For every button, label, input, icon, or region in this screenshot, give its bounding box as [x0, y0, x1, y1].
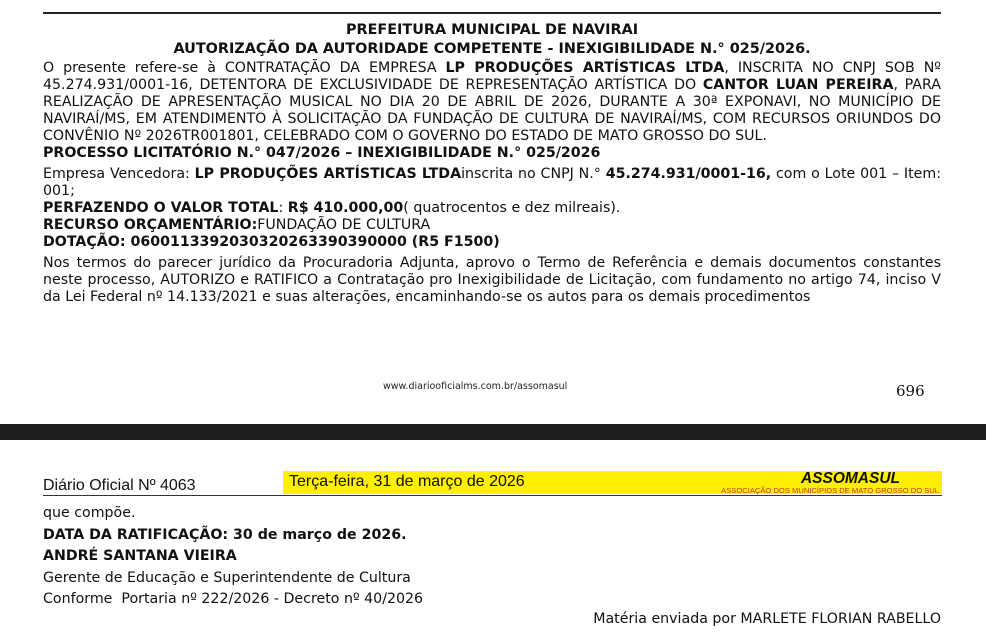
budget-resource-line: RECURSO ORÇAMENTÁRIO:FUNDAÇÃO DE CULTURA	[43, 217, 431, 233]
signer-name: ANDRÉ SANTANA VIEIRA	[43, 548, 237, 564]
act-title: AUTORIZAÇÃO DA AUTORIDADE COMPETENTE - INEXIGIBILIDADE N.° 025/2026.	[173, 41, 811, 57]
closing-paragraph: Nos termos do parecer jurídico da Procuradoria Adjunta, aprovo o Termo de Referência e demais documentos constantes neste processo, AUTORIZO e RATIFICO a Contratação pro Inexigibilidade de Licitação, com fundamento no artigo 74, inciso V da Lei Federal nº 14.133/2021 e suas alterações, encaminhando-se os autos para os demais procedimentos	[43, 255, 941, 305]
continuation-text: que compõe.	[43, 505, 136, 521]
top-rule	[43, 12, 941, 14]
signer-reference: Conforme Portaria nº 222/2026 - Decreto nº 40/2026	[43, 591, 424, 607]
total-value: R$ 410.000,00	[287, 200, 404, 216]
artist-name: CANTOR LUAN PEREIRA	[702, 77, 894, 93]
page-break	[0, 424, 986, 440]
issue-date: Terça-feira, 31 de março de 2026	[289, 473, 525, 490]
company-name: LP PRODUÇÕES ARTÍSTICAS LTDA	[445, 60, 725, 76]
edition-number: Diário Oficial Nº 4063	[43, 477, 196, 494]
process-heading: PROCESSO LICITATÓRIO N.° 047/2026 – INEXIGIBILIDADE N.° 025/2026	[43, 145, 601, 161]
winner-cnpj: 45.274.931/0001-16,	[605, 166, 772, 182]
signer-role: Gerente de Educação e Superintendente de Cultura	[43, 569, 411, 586]
sender-credit: Matéria enviada por MARLETE FLORIAN RABELLO	[593, 611, 941, 627]
assomasul-logo: ASSOMASUL	[800, 470, 900, 487]
act-body	[43, 21, 941, 306]
header-band	[283, 471, 942, 494]
gazette-header	[43, 471, 942, 495]
allocation-line: DOTAÇÃO: 0600113392030320263390390000 (R5 F1500)	[43, 234, 500, 250]
page-number: 696	[896, 382, 925, 400]
total-value-line: PERFAZENDO O VALOR TOTAL: R$ 410.000,00( quatrocentos e dez milreais).	[43, 200, 621, 216]
gazette-page-lower	[0, 440, 986, 641]
winner-company: LP PRODUÇÕES ARTÍSTICAS LTDA	[194, 166, 462, 182]
assomasul-subtitle: ASSOCIAÇÃO DOS MUNICÍPIOS DE MATO GROSSO DO SUL	[721, 486, 939, 495]
intro-paragraph: O presente refere-se à CONTRATAÇÃO DA EMPRESA LP PRODUÇÕES ARTÍSTICAS LTDA, INSCRITA NO CNPJ SOB Nº 45.274.931/0001-16, DETENTORA DE EXCLUSIVIDADE DE REPRESENTAÇÃO ARTÍSTICA DO CANTOR LUAN PEREIRA, PARA REALIZAÇÃO DE APRESENTAÇÃO MUSICAL NO DIA 20 DE ABRIL DE 2026, DURANTE A 30ª EXPONAVI, NO MUNICÍPIO DE NAVIRAÍ/MS, EM ATENDIMENTO À SOLICITAÇÃO DA FUNDAÇÃO DE CULTURA DE NAVIRAÍ/MS, COM RECURSOS ORIUNDOS DO CONVÊNIO Nº 2026TR001801, CELEBRADO COM O GOVERNO DO ESTADO DE MATO GROSSO DO SUL.	[43, 60, 941, 144]
org-title: PREFEITURA MUNICIPAL DE NAVIRAI	[345, 22, 639, 38]
winner-paragraph: Empresa Vencedora: LP PRODUÇÕES ARTÍSTICAS LTDAinscrita no CNPJ N.° 45.274.931/0001-16, com o Lote 001 – Item: 001;	[43, 166, 942, 199]
ratification-date: DATA DA RATIFICAÇÃO: 30 de março de 2026.	[43, 526, 407, 543]
website-footer: www.diariooficialms.com.br/assomasul	[383, 381, 568, 392]
header-rule	[43, 495, 942, 496]
continuation-body	[43, 503, 941, 611]
